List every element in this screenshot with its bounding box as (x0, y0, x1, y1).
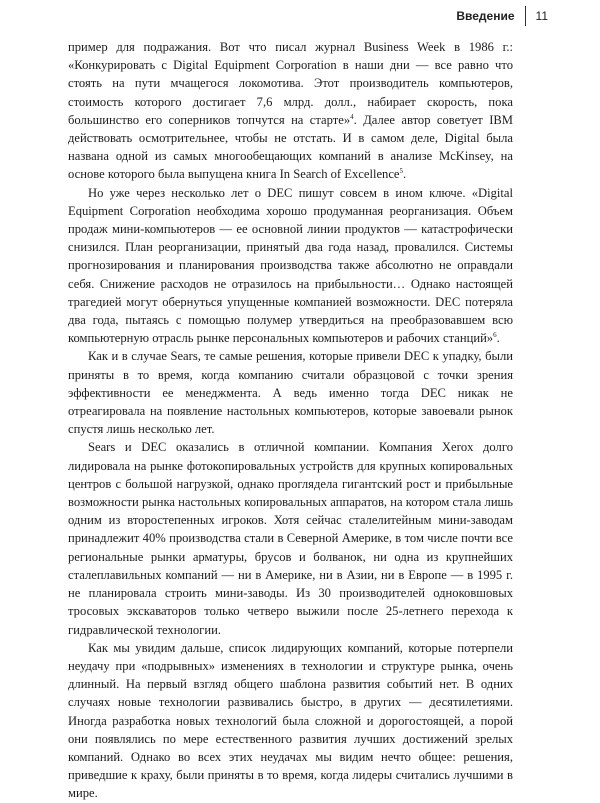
paragraph-5-text: Как мы увидим дальше, список лидирующих компаний, которые потерпели неудачу при «подрывных» изменениях в технологии и структуре рынка, очень длинный. На первый взгляд общего шаблона развития событий нет. В одних случаях новые технологии развивались быстро, в других — десятилетиями. Иногда разработка новых технологий была сложной и дорогостоящей, а порой они появлялись по мере естественного развития лучших достижений зрелых компаний. Однако во всех этих неудачах мы видим нечто общее: решения, приведшие к краху, были приняты в то время, когда лидеры считались лучшими в мире. (68, 640, 513, 801)
footnote-ref-6: 6 (493, 331, 497, 340)
paragraph-1-text: пример для подражания. Вот что писал журнал Business Week в 1986 г.: «Конкурировать с Digital Equipment Corporation в наши дни — все равно что стоять на пути мчащегося локомотива. Этот производитель компьютеров, стоимость которого достигает 7,6 млрд. долл., набирает скорость, пока большинство его соперников топчутся на старте» (68, 40, 513, 127)
paragraph-1 (68, 38, 513, 184)
paragraph-2 (68, 184, 513, 348)
paragraph-3-text: Как и в случае Sears, те самые решения, которые привели DEC к упадку, были приняты в то время, когда компанию считали образцовой с точки зрения эффективности ее менеджмента. А ведь именно тогда DEC никак не отреагировала на появление настольных компьютеров, которые завоевали рынок спустя лишь несколько лет. (68, 349, 513, 437)
running-header (456, 6, 548, 26)
paragraph-3 (68, 347, 513, 438)
paragraph-1-text-cont: . Далее автор советует IBM действовать осмотрительнее, чтобы не отстать. И в самом деле, Digital была названа одной из самых многообещающих компаний в анализе McKinsey, на основе которого была выпущена книга In Search of Excellence (68, 112, 513, 182)
page-number: 11 (535, 9, 548, 23)
paragraph-4-text: Sears и DEC оказались в отличной компании. Компания Xerox долго лидировала на рынке фотокопировальных устройств для крупных копировальных центров с большой нагрузкой, однако проглядела гигантский рост и прибыльные возможности рынка настольных копировальных аппаратов, на котором стала лишь одним из второстепенных игроков. Хотя сейчас сталелитейным мини-заводам принадлежит 40% производства стали в Северной Америке, в том числе почти все региональные рынки арматуры, брусов и болванок, ни одна из крупнейших сталеплавильных компаний — ни в Америке, ни в Азии, ни в Европе — в 1995 г. не планировала строить мини-заводы. Из 30 производителей одноковшовых тросовых экскаваторов только четверо выжили после 25-летнего перехода к гидравлической технологии. (68, 440, 513, 637)
header-divider (525, 6, 526, 26)
chapter-title: Введение (456, 9, 515, 23)
paragraph-2-text: Но уже через несколько лет о DEC пишут совсем в ином ключе. «Digital Equipment Corporation необходима хорошо продуманная реорганизация. Объем продаж мини-компьютеров — ее основной линии продуктов — катастрофически снизился. План реорганизации, принятый два года назад, провалился. Системы прогнозирования и планирования производства также абсолютно не оправдали себя. Снижение расходов не отразилось на прибыльности… Однако настоящей трагедией могут обернуться упущенные компанией возможности. DEC потеряла два года, пытаясь с помощью полумер утвердиться на преобразовавшем всю компьютерную отрасль рынке персональных компьютеров и рабочих станций» (68, 185, 513, 346)
paragraph-1-end: . (403, 167, 407, 182)
paragraph-4 (68, 438, 513, 638)
footnote-ref-4: 4 (350, 112, 354, 121)
paragraph-2-end: . (496, 331, 500, 346)
footnote-ref-5: 5 (399, 167, 404, 176)
body-text (68, 38, 513, 803)
paragraph-5 (68, 639, 513, 803)
